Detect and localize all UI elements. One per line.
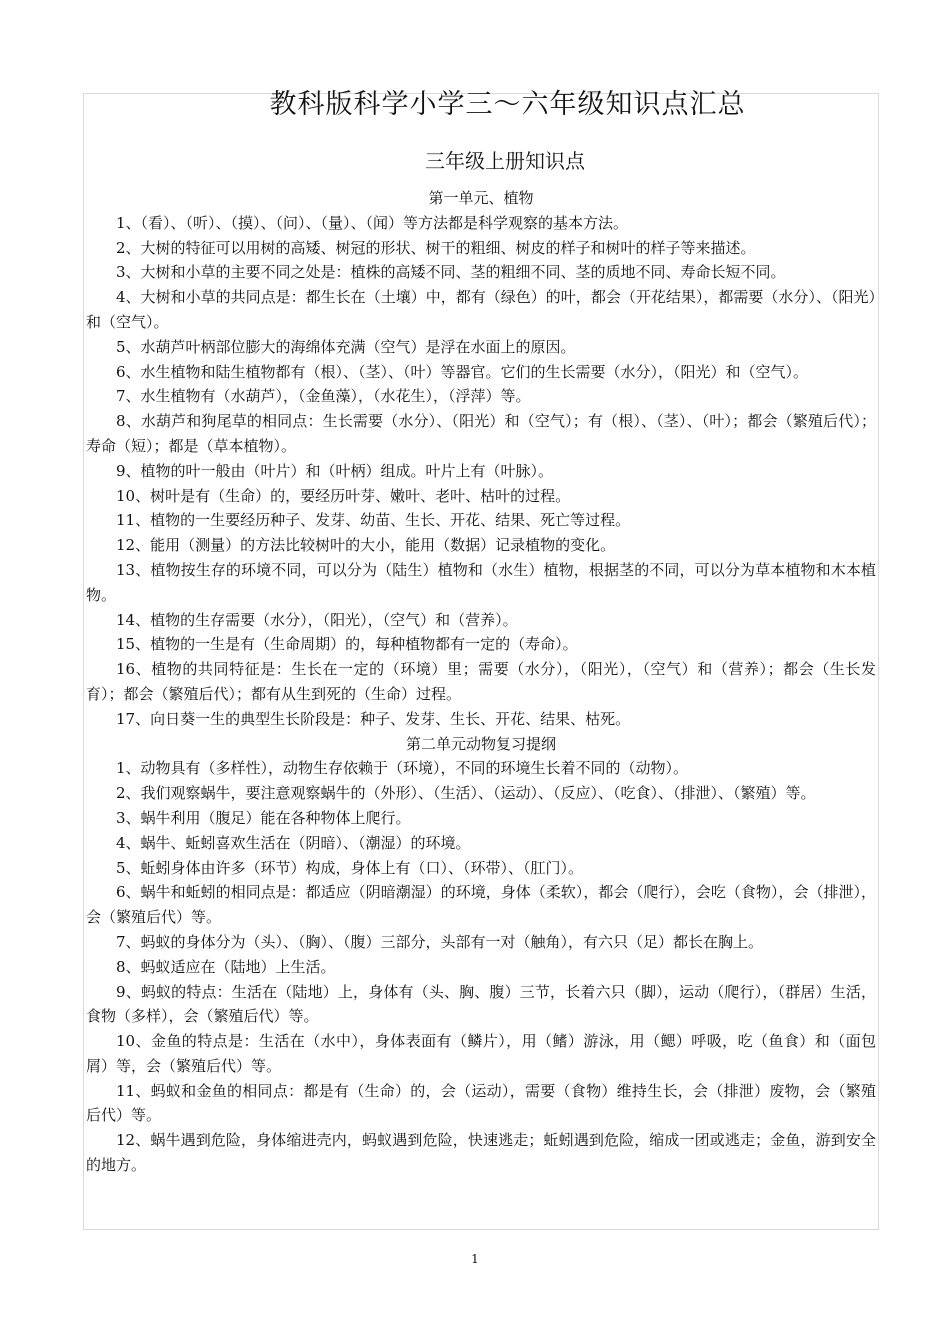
knowledge-item: 17、向日葵一生的典型生长阶段是：种子、发芽、生长、开花、结果、枯死。 [116,709,631,728]
knowledge-item: 11、植物的一生要经历种子、发芽、幼苗、生长、开花、结果、死亡等过程。 [116,511,631,530]
knowledge-item: 5、水葫芦叶柄部位膨大的海绵体充满（空气）是浮在水面上的原因。 [116,337,576,356]
document-body [86,186,876,1178]
unit-heading-animals: 第二单元动物复习提纲 [405,734,556,753]
knowledge-item: 12、能用（测量）的方法比较树叶的大小，能用（数据）记录植物的变化。 [116,536,616,555]
knowledge-item: 11、蚂蚁和金鱼的相同点：都是有（生命）的，会（运动），需要（食物）维持生长，会（排泄）废物，会（繁殖后代）等。 [86,1081,876,1125]
knowledge-item: 6、蜗牛和蚯蚓的相同点是：都适应（阴暗潮湿）的环境，身体（柔软），都会（爬行），会吃（食物），会（排泄），会（繁殖后代）等。 [86,883,876,927]
knowledge-item: 16、植物的共同特征是：生长在一定的（环境）里；需要（水分），（阳光），（空气）和（营养）；都会（生长发育）；都会（繁殖后代）；都有从生到死的（生命）过程。 [86,660,876,703]
knowledge-item: 2、大树的特征可以用树的高矮、树冠的形状、树干的粗细、树皮的样子和树叶的样子等来描述。 [116,238,756,257]
knowledge-item: 5、蚯蚓身体由许多（环节）构成，身体上有（口）、（环带）、（肛门）。 [116,858,584,877]
knowledge-item: 7、蚂蚁的身体分为（头）、（胸）、（腹）三部分，头部有一对（触角），有六只（足）都长在胸上。 [116,932,764,951]
knowledge-item: 6、水生植物和陆生植物都有（根）、（茎）、（叶）等器官。它们的生长需要（水分），（阳光）和（空气）。 [116,362,809,381]
knowledge-item: 9、植物的叶一般由（叶片）和（叶柄）组成。叶片上有（叶脉）。 [116,461,554,480]
knowledge-item: 10、金鱼的特点是：生活在（水中），身体表面有（鳞片），用（鳍）游泳，用（鳃）呼吸，吃（鱼食）和（面包屑）等，会（繁殖后代）等。 [86,1032,876,1075]
knowledge-item: 1、动物具有（多样性），动物生存依赖于（环境），不同的环境生长着不同的（动物）。 [116,759,689,778]
knowledge-item: 2、我们观察蜗牛，要注意观察蜗牛的（外形）、（生活）、（运动）、（反应）、（吃食）、（排泄）、（繁殖）等。 [116,784,816,803]
knowledge-item: 9、蚂蚁的特点：生活在（陆地）上，身体有（头、胸、腹）三节，长着六只（脚），运动（爬行），（群居）生活，食物（多样），会（繁殖后代）等。 [86,982,876,1026]
knowledge-item: 12、蜗牛遇到危险，身体缩进壳内，蚂蚁遇到危险，快速逃走；蚯蚓遇到危险，缩成一团或逃走；金鱼，游到安全的地方。 [86,1131,876,1175]
unit-heading-plants: 第一单元、植物 [428,189,534,207]
knowledge-item: 3、蜗牛利用（腹足）能在各种物体上爬行。 [116,808,411,827]
grade-subtitle: 三年级上册知识点 [425,149,585,173]
knowledge-item: 13、植物按生存的环境不同，可以分为（陆生）植物和（水生）植物，根据茎的不同，可以分为草本植物和木本植物。 [86,560,876,604]
knowledge-item: 1、（看）、（听）、（摸）、（问）、（量）、（闻）等方法都是科学观察的基本方法。 [116,213,629,232]
document-title: 教科版科学小学三～六年级知识点汇总 [269,89,746,120]
knowledge-item: 7、水生植物有（水葫芦），（金鱼藻），（水花生），（浮萍）等。 [116,387,531,406]
page-number: 1 [471,1252,479,1266]
knowledge-item: 10、树叶是有（生命）的，要经历叶芽、嫩叶、老叶、枯叶的过程。 [116,486,571,505]
knowledge-item: 4、蜗牛、蚯蚓喜欢生活在（阴暗）、（潮湿）的环境。 [116,833,471,852]
knowledge-item: 3、大树和小草的主要不同之处是：植株的高矮不同、茎的粗细不同、茎的质地不同、寿命长短不同。 [116,263,786,282]
knowledge-item: 15、植物的一生是有（生命周期）的，每种植物都有一定的（寿命）。 [116,635,578,654]
knowledge-item: 8、水葫芦和狗尾草的相同点：生长需要（水分）、（阳光）和（空气）；有（根）、（茎）、（叶）；都会（繁殖后代）；寿命（短）；都是（草本植物）。 [86,412,876,455]
knowledge-item: 4、大树和小草的共同点是：都生长在（土壤）中，都有（绿色）的叶，都会（开花结果），都需要（水分）、（阳光）和（空气）。 [86,288,876,331]
knowledge-item: 8、蚂蚁适应在（陆地）上生活。 [116,957,336,976]
knowledge-item: 14、植物的生存需要（水分），（阳光），（空气）和（营养）。 [116,610,518,629]
